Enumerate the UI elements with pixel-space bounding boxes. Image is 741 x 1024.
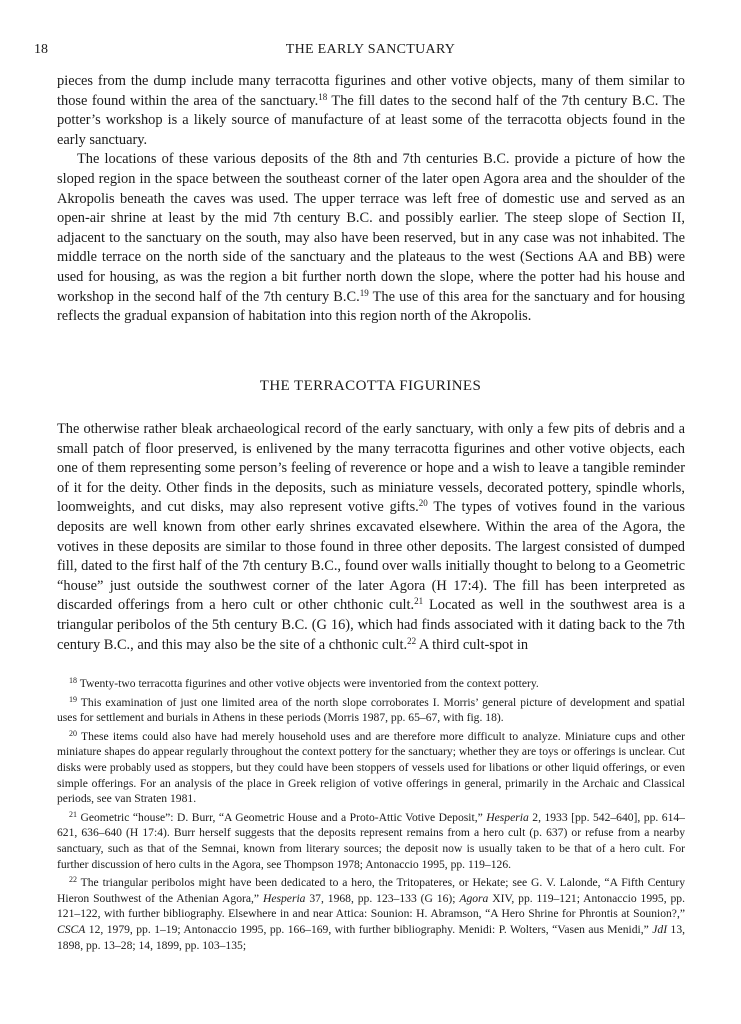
body-text-top — [57, 72, 685, 327]
footnote-19: $^{19}$ This examination of just one limited area of the north slope corroborates I. Morris’ general picture of development and spatial uses for settlement and burials in Athens in these periods (Morris 1987, pp. 65–67, with fig. 18). — [57, 694, 685, 725]
running-title: THE EARLY SANCTUARY — [285, 42, 456, 57]
footnote-21: $^{21}$ Geometric “house”: D. Burr, “A Geometric House and a Proto-Attic Votive Deposit,” Hesperia 2, 1933 [pp. 542–640], pp. 614–621, 636–640 (H 17:4). Burr herself suggests that the deposits represent remains from a hero cult (p. 637) or refuse from a nearby sanctuary, such as that of the Semnai, known from literary sources; the deposit now is usually taken to be that of a hero cult. For further discussion of hero cults in the Agora, see Thompson 1978; Antonaccio 1995, pp. 119–126. — [57, 809, 685, 871]
running-header — [34, 42, 707, 58]
paragraph-deposits: The locations of these various deposits of the 8th and 7th centuries B.C. provide a picture of how the sloped region in the space between the southeast corner of the later open Agora area and the shoulder of the Akropolis beneath the caves was used. The upper terrace was left free of domestic use and served as an open-air shrine at least by the mid 7th century B.C. and possibly earlier. The steep slope of Section II, adjacent to the sanctuary on the south, may also have been reserved, but in any case was not inhabited. The middle terrace on the north side of the sanctuary and the plateaus to the west (Sections AA and BB) were used for housing, as was the region a bit further north down the slope, where the potter had his house and workshop in the second half of the 7th century B.C.$^{19}$ The use of this area for the sanctuary and for housing reflects the gradual expansion of habitation into this region north of the Akropolis. — [57, 151, 685, 325]
section-heading: THE TERRACOTTA FIGURINES — [259, 378, 482, 394]
footnote-18: $^{18}$ Twenty-two terracotta figurines and other votive objects were inventoried from the context pottery. — [69, 676, 539, 690]
paragraph-continuation: pieces from the dump include many terracotta figurines and other votive objects, many of them similar to those found within the area of the sanctuary.$^{18}$ The fill dates to the second half of the 7th century B.C. The potter’s workshop is a likely source of manufacture of at least some of the terracotta objects found in the early sanctuary. — [57, 73, 685, 148]
footnote-20: $^{20}$ These items could also have had merely household uses and are therefore more difficult to analyze. Miniature cups and other miniature shapes do appear regularly throughout the context pottery for the sanctuary; whether they are toys or offerings is unclear. Cut disks were probably used as stoppers, but they could have been stoppers of vessels used for libations or other liquid offerings, or even simple offerings. For an analysis of the place in Greek religion of votive offerings in general, primarily in the Archaic and Classical periods, see van Straten 1981. — [57, 728, 685, 806]
body-text-main — [57, 420, 685, 655]
footnote-ref[interactable]: 20 — [418, 498, 428, 509]
footnotes — [57, 676, 685, 956]
footnote-22: $^{22}$ The triangular peribolos might have been dedicated to a hero, the Tritopateres, or Hekate; see G. V. Lalonde, “A Fifth Century Hieron Southwest of the Athenian Agora,” Hesperia 37, 1968, pp. 123–133 (G 16); Agora XIV, pp. 119–121; Antonaccio 1995, pp. 121–122, with further bibliography. Elsewhere in and near Attica: Sounion: H. Abramson, “A Hero Shrine for Phrontis at Sounion?,” CSCA 12, 1979, pp. 1–19; Antonaccio 1995, pp. 166–169, with further bibliography. Menidi: P. Wolters, “Vasen aus Menidi,” JdI 13, 1898, pp. 13–28; 14, 1899, pp. 103–135; — [57, 875, 686, 952]
paragraph-figurines: The otherwise rather bleak archaeological record of the early sanctuary, with only a few pits of debris and a small patch of floor preserved, is enlivened by the many terracotta figurines and other votive objects, each one of them representing some person’s feeling of reverence or hope and a wish to leave a tangible reminder of it for the deity. Other finds in the deposits, such as miniature vessels, decorated pottery, spindle whorls, loomweights, and cut disks, may also represent votive gifts.$^{20}$ The types of votives found in the various deposits are well known from other early shrines excavated elsewhere. Within the area of the Agora, the votives in these deposits are similar to those found in three other deposits. The largest consisted of dumped fill, dated to the first half of the 7th century B.C., found over walls initially thought to belong to a Geometric “house” just outside the southwest corner of the later Agora (H 17:4). The fill has been interpreted as discarded offerings from a hero cult or other chthonic cult.$^{21}$ Located as well in the southwest area is a triangular peribolos of the 5th century B.C. (G 16), which had finds associated with it dating back to the 7th century B.C., and this may also be the site of a chthonic cult.$^{22}$ A third cult-spot in — [57, 421, 686, 653]
footnote-ref[interactable]: 18 — [318, 91, 328, 102]
page-number: 18 — [34, 42, 48, 57]
footnote-ref[interactable]: 21 — [414, 596, 424, 607]
footnote-ref[interactable]: 22 — [407, 635, 417, 646]
footnote-ref[interactable]: 19 — [359, 287, 369, 298]
